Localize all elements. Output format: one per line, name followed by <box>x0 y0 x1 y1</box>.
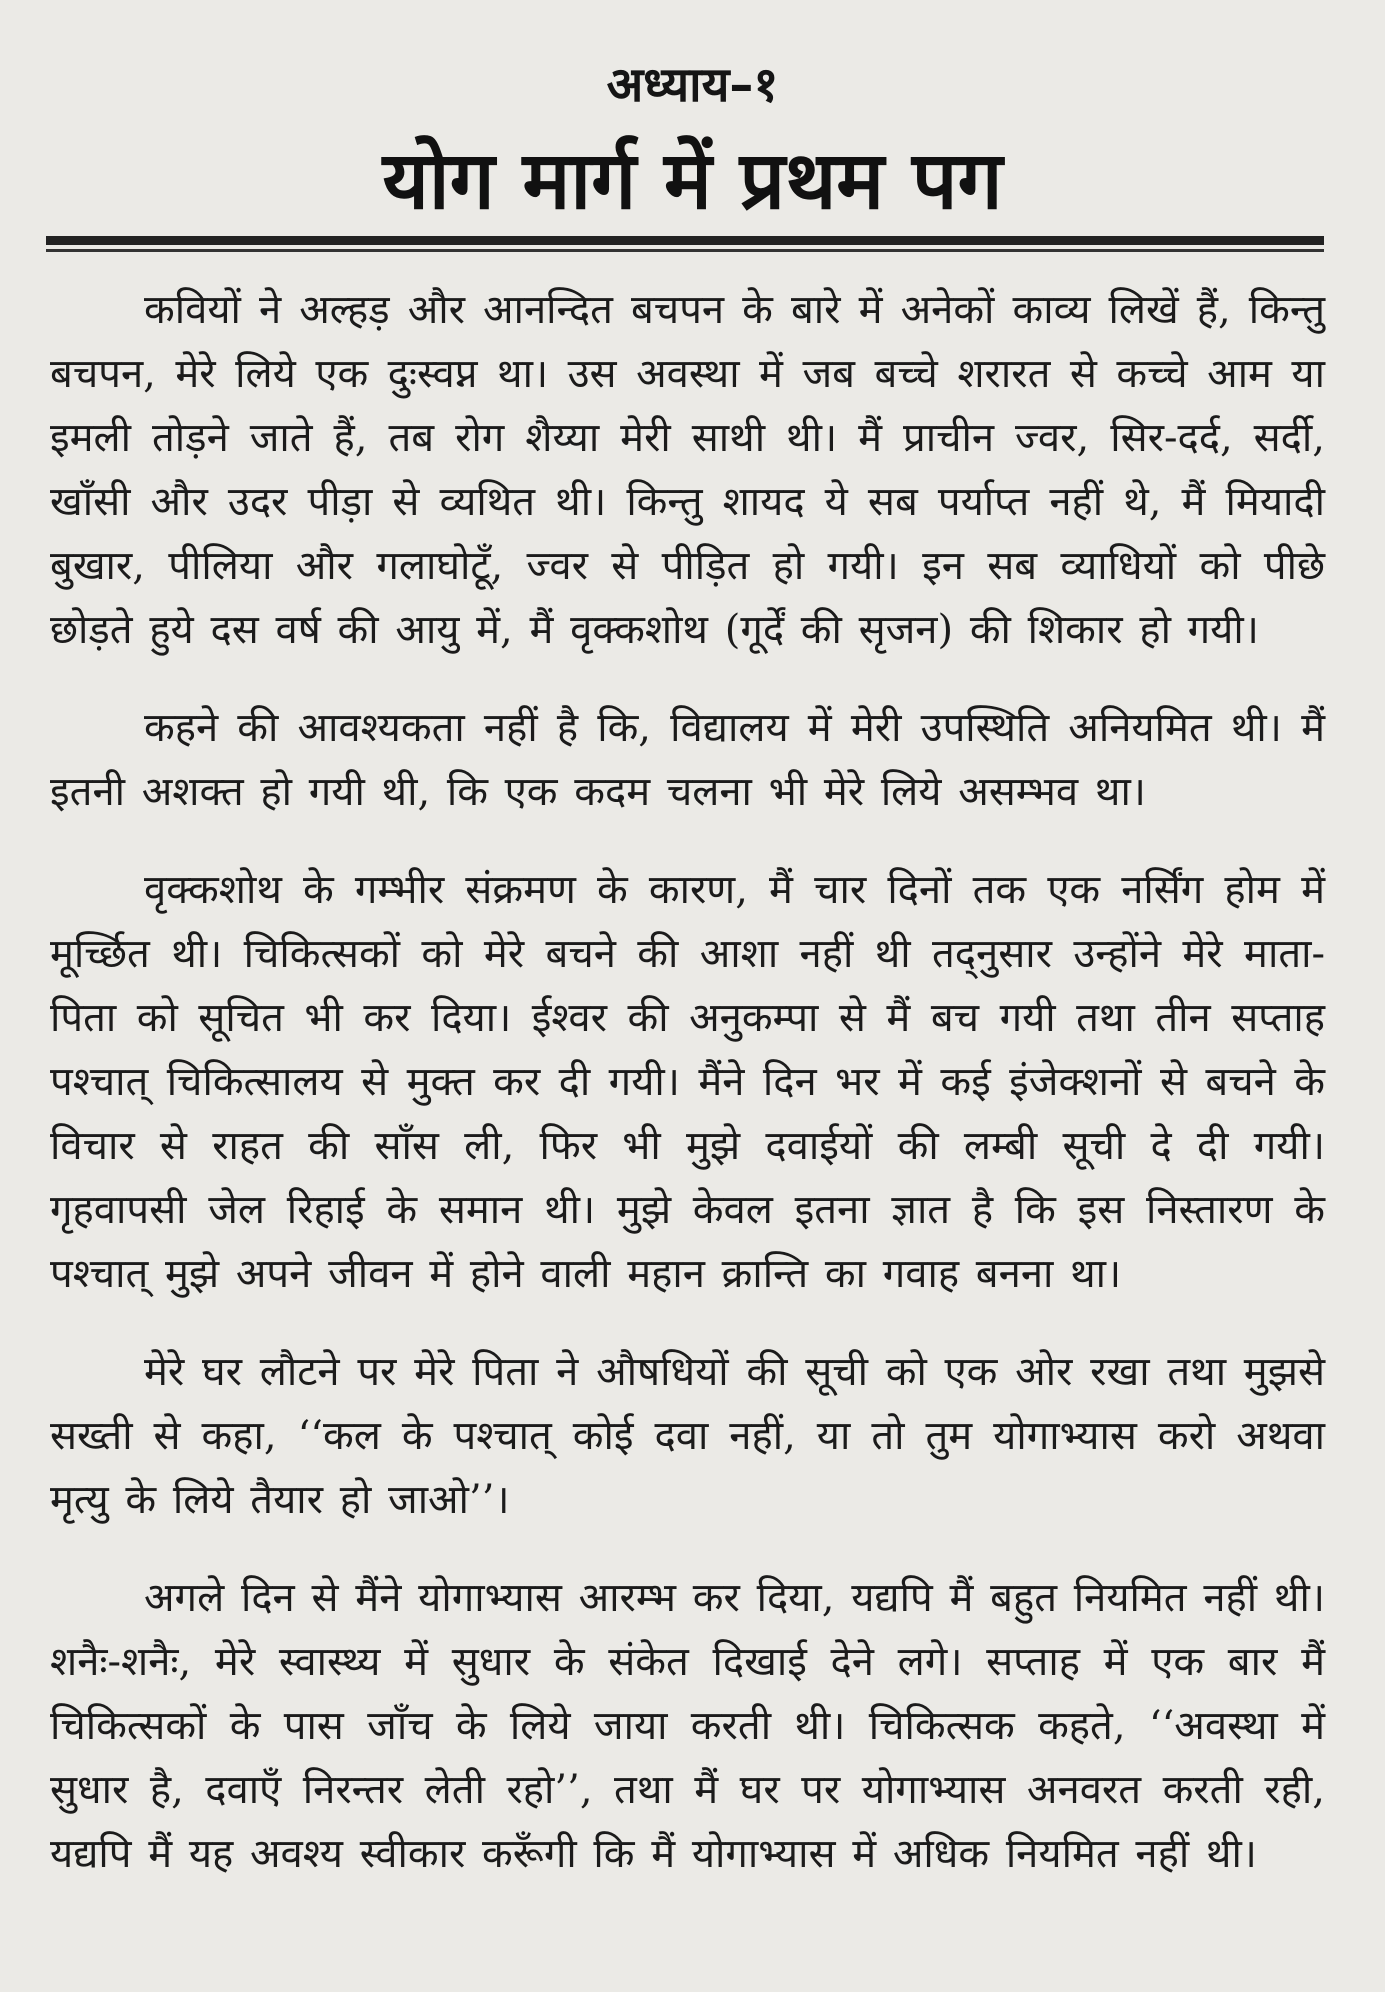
chapter-title: योग मार्ग में प्रथम पग <box>382 133 1003 227</box>
chapter-number: अध्याय–१ <box>606 57 779 113</box>
paragraph: मेरे घर लौटने पर मेरे पिता ने औषधियों की सूची को एक ओर रखा तथा मुझसे सख्ती से कहा, ‘‘कल के पश्चात् कोई दवा नहीं, या तो तुम योगाभ्यास करो अथवा मृत्यु के लिये तैयार हो जाओ’’। <box>50 1349 1325 1523</box>
paragraph: अगले दिन से मैंने योगाभ्यास आरम्भ कर दिया, यद्यपि मैं बहुत नियमित नहीं थी। शनैः-शनैः, मेरे स्वास्थ्य में सुधार के संकेत दिखाई देने लगे। सप्ताह में एक बार मैं चिकित्सकों के पास जाँच के लिये जाया करती थी। चिकित्सक कहते, ‘‘अवस्था में सुधार है, दवाएँ निरन्तर लेती रहो’’, तथा मैं घर पर योगाभ्यास अनवरत करती रही, यद्यपि मैं यह अवश्य स्वीकार करूँगी कि मैं योगाभ्यास में अधिक नियमित नहीं थी। <box>50 1575 1325 1877</box>
paragraph: कवियों ने अल्हड़ और आनन्दित बचपन के बारे में अनेकों काव्य लिखें हैं, किन्तु बचपन, मेरे लिये एक दुःस्वप्न था। उस अवस्था में जब बच्चे शरारत से कच्चे आम या इमली तोड़ने जाते हैं, तब रोग शैय्या मेरी साथी थी। मैं प्राचीन ज्वर, सिर-दर्द, सर्दी, खाँसी और उदर पीड़ा से व्यथित थी। किन्तु शायद ये सब पर्याप्त नहीं थे, मैं मियादी बुखार, पीलिया और गलाघोटूँ, ज्वर से पीड़ित हो गयी। इन सब व्याधियों को पीछे छोड़ते हुये दस वर्ष की आयु में, मैं वृक्कशोथ (गूर्दें की सृजन) की शिकार हो गयी। <box>50 287 1325 653</box>
title-rule-thick <box>46 236 1324 245</box>
chapter-body <box>50 278 1325 1920</box>
title-rule-thin <box>46 249 1324 252</box>
paragraph: वृक्कशोथ के गम्भीर संक्रमण के कारण, मैं चार दिनों तक एक नर्सिंग होम में मूर्च्छित थी। चिकित्सकों को मेरे बचने की आशा नहीं थी तद्नुसार उन्होंने मेरे माता-पिता को सूचित भी कर दिया। ईश्वर की अनुकम्पा से मैं बच गयी तथा तीन सप्ताह पश्चात् चिकित्सालय से मुक्त कर दी गयी। मैंने दिन भर में कई इंजेक्शनों से बचने के विचार से राहत की साँस ली, फिर भी मुझे दवाईयों की लम्बी सूची दे दी गयी। गृहवापसी जेल रिहाई के समान थी। मुझे केवल इतना ज्ञात है कि इस निस्तारण के पश्चात् मुझे अपने जीवन में होने वाली महान क्रान्ति का गवाह बनना था। <box>50 867 1325 1297</box>
paragraph: कहने की आवश्यकता नहीं है कि, विद्यालय में मेरी उपस्थिति अनियमित थी। मैं इतनी अशक्त हो गयी थी, कि एक कदम चलना भी मेरे लिये असम्भव था। <box>50 705 1325 815</box>
